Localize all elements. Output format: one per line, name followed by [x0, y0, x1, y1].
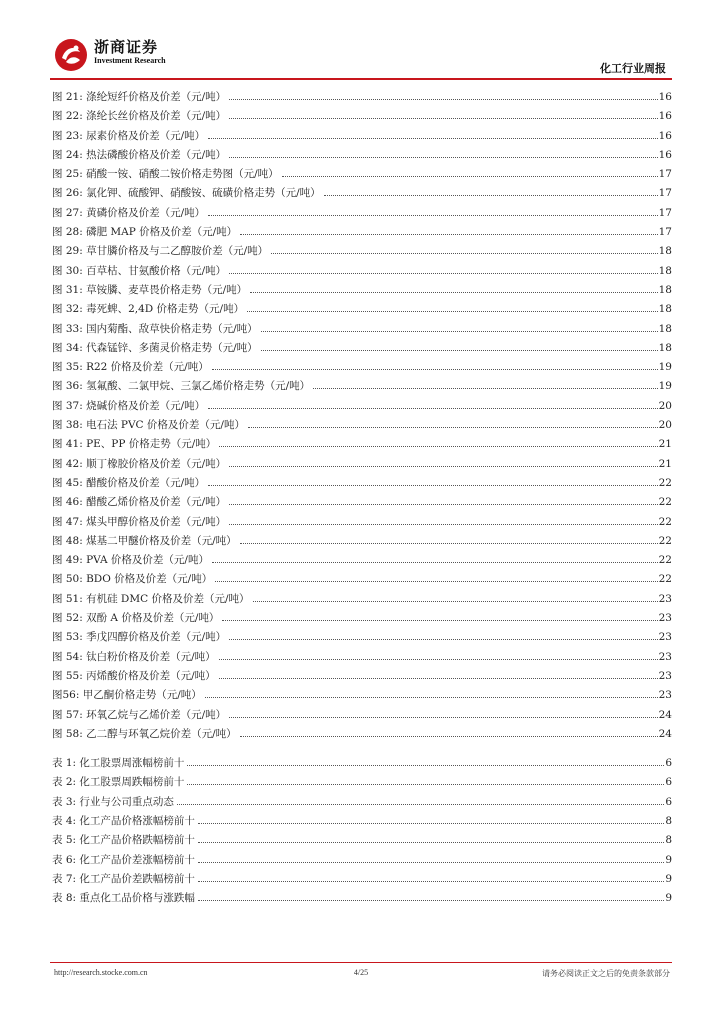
toc-entry-page: 9: [665, 892, 672, 905]
toc-entry-page: 8: [665, 814, 672, 827]
toc-figure-entry[interactable]: [52, 89, 672, 108]
toc-figure-entry[interactable]: [52, 378, 672, 397]
dot-leader: [219, 446, 657, 447]
toc-entry-page: 18: [658, 264, 672, 277]
dot-leader: [247, 311, 658, 312]
toc-entry-label: 图 35: R22 价格及价差（元/吨）: [52, 361, 209, 374]
toc-entry-page: 21: [658, 457, 672, 470]
toc-entry-page: 18: [658, 322, 672, 335]
dot-leader: [229, 118, 658, 119]
toc-figure-entry[interactable]: [52, 591, 672, 610]
dot-leader: [229, 717, 658, 718]
toc-entry-page: 6: [665, 776, 672, 789]
toc-entry-page: 22: [658, 496, 672, 509]
toc-entry-page: 24: [658, 708, 672, 721]
dot-leader: [229, 157, 658, 158]
dot-leader: [205, 697, 658, 698]
dot-leader: [240, 543, 658, 544]
footer-divider: [50, 962, 672, 963]
dot-leader: [212, 562, 658, 563]
toc-figure-entry[interactable]: [52, 456, 672, 475]
toc-entry-page: 23: [658, 631, 672, 644]
dot-leader: [208, 485, 658, 486]
toc-entry-page: 22: [658, 515, 672, 528]
toc-entry-label: 图 28: 磷肥 MAP 价格及价差（元/吨）: [52, 226, 238, 239]
toc-figure-entry[interactable]: [52, 436, 672, 455]
dot-leader: [313, 388, 658, 389]
toc-figure-entry[interactable]: [52, 359, 672, 378]
footer-url[interactable]: http://research.stocke.com.cn: [54, 968, 148, 977]
toc-entry-label: 图 36: 氢氟酸、二氯甲烷、三氯乙烯价格走势（元/吨）: [52, 380, 311, 393]
page-number: 4/25: [353, 968, 369, 977]
dot-leader: [229, 99, 658, 100]
toc-entry-page: 19: [658, 361, 672, 374]
toc-figure-entry[interactable]: [52, 263, 672, 282]
toc-figure-entry[interactable]: [52, 243, 672, 262]
toc-entry-label: 图56: 甲乙酮价格走势（元/吨）: [52, 689, 202, 702]
toc-entry-label: 图 52: 双酚 A 价格及价差（元/吨）: [52, 612, 220, 625]
toc-entry-label: 图 46: 醋酸乙烯价格及价差（元/吨）: [52, 496, 227, 509]
dot-leader: [198, 842, 664, 843]
toc-entry-label: 图 30: 百草枯、甘氨酸价格（元/吨）: [52, 264, 227, 277]
toc-entry-page: 20: [658, 399, 672, 412]
dot-leader: [261, 331, 658, 332]
toc-table-entry[interactable]: [52, 794, 672, 813]
toc-entry-page: 23: [658, 669, 672, 682]
dot-leader: [229, 466, 658, 467]
dot-leader: [240, 234, 657, 235]
toc-figure-entry[interactable]: [52, 417, 672, 436]
toc-entry-page: 18: [658, 341, 672, 354]
toc-entry-label: 图 42: 顺丁橡胶价格及价差（元/吨）: [52, 457, 227, 470]
toc-figure-entry[interactable]: [52, 147, 672, 166]
toc-entry-label: 表 1: 化工股票周涨幅榜前十: [52, 757, 185, 770]
toc-entry-page: 23: [658, 650, 672, 663]
toc-entry-label: 图 29: 草甘膦价格及与二乙醇胺价差（元/吨）: [52, 245, 269, 258]
toc-entry-label: 图 23: 尿素价格及价差（元/吨）: [52, 129, 206, 142]
toc-entry-label: 图 58: 乙二醇与环氧乙烷价差（元/吨）: [52, 727, 237, 740]
toc-figure-entry[interactable]: [52, 128, 672, 147]
toc-entry-label: 图 38: 电石法 PVC 价格及价差（元/吨）: [52, 419, 245, 432]
dot-leader: [219, 659, 658, 660]
toc-figure-entry[interactable]: [52, 610, 672, 629]
toc-figure-entry[interactable]: [52, 301, 672, 320]
toc-entry-label: 图 50: BDO 价格及价差（元/吨）: [52, 573, 213, 586]
toc-entry-label: 图 22: 涤纶长丝价格及价差（元/吨）: [52, 110, 227, 123]
toc-figure-entry[interactable]: [52, 205, 672, 224]
dot-leader: [324, 195, 658, 196]
toc-entry-label: 图 27: 黄磷价格及价差（元/吨）: [52, 206, 206, 219]
toc-entry-label: 图 47: 煤头甲醇价格及价差（元/吨）: [52, 515, 227, 528]
toc-entry-page: 18: [658, 303, 672, 316]
brand-name-en: Investment Research: [94, 56, 166, 65]
toc-entry-label: 表 8: 重点化工品价格与涨跌幅: [52, 892, 195, 905]
dot-leader: [219, 678, 658, 679]
dot-leader: [240, 736, 658, 737]
toc-entry-page: 16: [658, 148, 672, 161]
dot-leader: [208, 215, 658, 216]
dot-leader: [177, 804, 664, 805]
toc-figure-entry[interactable]: [52, 571, 672, 590]
dot-leader: [187, 765, 664, 766]
table-list: [52, 755, 672, 909]
toc-entry-page: 8: [665, 834, 672, 847]
toc-table-entry[interactable]: [52, 755, 672, 774]
toc-entry-page: 22: [658, 476, 672, 489]
toc-entry-label: 表 6: 化工产品价差涨幅榜前十: [52, 853, 195, 866]
toc-entry-page: 6: [665, 757, 672, 770]
dot-leader: [282, 176, 658, 177]
report-title: 化工行业周报: [600, 62, 666, 75]
toc-entry-label: 图 45: 醋酸价格及价差（元/吨）: [52, 476, 206, 489]
toc-entry-label: 图 24: 热法磷酸价格及价差（元/吨）: [52, 148, 227, 161]
toc-figure-entry[interactable]: [52, 340, 672, 359]
dot-leader: [215, 581, 657, 582]
toc-entry-label: 图 34: 代森锰锌、多菌灵价格走势（元/吨）: [52, 341, 258, 354]
toc-figure-entry[interactable]: [52, 398, 672, 417]
dot-leader: [261, 350, 658, 351]
toc-entry-page: 21: [658, 438, 672, 451]
toc-entry-page: 6: [665, 795, 672, 808]
toc-entry-page: 23: [658, 689, 672, 702]
toc-figure-entry[interactable]: [52, 108, 672, 127]
dot-leader: [208, 408, 658, 409]
toc-table-entry[interactable]: [52, 852, 672, 871]
header-divider: [50, 78, 672, 80]
dot-leader: [208, 138, 658, 139]
toc-entry-label: 图 41: PE、PP 价格走势（元/吨）: [52, 438, 217, 451]
toc-figure-entry[interactable]: [52, 321, 672, 340]
toc-table-entry[interactable]: [52, 832, 672, 851]
dot-leader: [250, 292, 658, 293]
toc-figure-entry[interactable]: [52, 687, 672, 706]
toc-entry-label: 图 54: 钛白粉价格及价差（元/吨）: [52, 650, 216, 663]
toc-entry-label: 图 53: 季戊四醇价格及价差（元/吨）: [52, 631, 227, 644]
dot-leader: [222, 620, 657, 621]
toc-entry-page: 23: [658, 592, 672, 605]
toc-figure-entry[interactable]: [52, 629, 672, 648]
toc-entry-page: 18: [658, 283, 672, 296]
toc-entry-label: 表 5: 化工产品价格跌幅榜前十: [52, 834, 195, 847]
toc-figure-entry[interactable]: [52, 282, 672, 301]
toc-entry-label: 表 4: 化工产品价格涨幅榜前十: [52, 814, 195, 827]
toc-entry-label: 图 51: 有机硅 DMC 价格及价差（元/吨）: [52, 592, 250, 605]
toc-figure-entry[interactable]: [52, 668, 672, 687]
toc-entry-page: 16: [658, 91, 672, 103]
toc-figure-entry[interactable]: [52, 533, 672, 552]
brand-name-cn: 浙商证券: [94, 38, 159, 56]
toc-figure-entry[interactable]: [52, 224, 672, 243]
dot-leader: [229, 273, 658, 274]
toc-entry-page: 22: [658, 573, 672, 586]
dot-leader: [229, 639, 658, 640]
dot-leader: [248, 427, 658, 428]
toc-entry-label: 图 32: 毒死蜱、2,4D 价格走势（元/吨）: [52, 303, 245, 316]
toc-entry-label: 图 21: 涤纶短纤价格及价差（元/吨）: [52, 91, 227, 103]
toc-entry-label: 图 31: 草铵膦、麦草畏价格走势（元/吨）: [52, 283, 248, 296]
toc-figure-entry[interactable]: [52, 552, 672, 571]
toc-figure-entry[interactable]: [52, 514, 672, 533]
toc-entry-label: 图 37: 烧碱价格及价差（元/吨）: [52, 399, 206, 412]
toc-entry-page: 17: [658, 187, 672, 200]
dot-leader: [198, 862, 664, 863]
toc-entry-page: 17: [658, 206, 672, 219]
figure-list: [52, 89, 672, 745]
toc-table-entry[interactable]: [52, 813, 672, 832]
dot-leader: [198, 900, 664, 901]
section-gap: [52, 745, 672, 755]
footer-disclaimer: 请务必阅读正文之后的免责条款部分: [542, 969, 670, 978]
toc-entry-label: 图 49: PVA 价格及价差（元/吨）: [52, 554, 209, 567]
toc-entry-page: 22: [658, 554, 672, 567]
toc-figure-entry[interactable]: [52, 166, 672, 185]
toc-figure-entry[interactable]: [52, 707, 672, 726]
toc-figure-entry[interactable]: [52, 726, 672, 745]
toc-table-entry[interactable]: [52, 871, 672, 890]
toc-entry-page: 23: [658, 612, 672, 625]
toc-entry-page: 19: [658, 380, 672, 393]
toc-entry-page: 17: [658, 168, 672, 181]
toc-entry-label: 图 33: 国内菊酯、敌草快价格走势（元/吨）: [52, 322, 258, 335]
toc-figure-entry[interactable]: [52, 494, 672, 513]
toc-entry-page: 17: [658, 226, 672, 239]
toc-entry-page: 22: [658, 534, 672, 547]
dot-leader: [229, 504, 658, 505]
dot-leader: [271, 253, 658, 254]
dot-leader: [253, 601, 658, 602]
dot-leader: [198, 823, 664, 824]
brand-logo-icon: [54, 38, 88, 72]
toc-entry-page: 16: [658, 110, 672, 123]
toc-entry-label: 表 3: 行业与公司重点动态: [52, 795, 174, 808]
toc-entry-page: 9: [665, 853, 672, 866]
toc-entry-label: 表 7: 化工产品价差跌幅榜前十: [52, 872, 195, 885]
toc-table-entry[interactable]: [52, 890, 672, 909]
table-of-contents: [52, 89, 672, 909]
page-header: [50, 36, 672, 78]
toc-entry-page: 18: [658, 245, 672, 258]
toc-entry-page: 20: [658, 419, 672, 432]
toc-entry-page: 9: [665, 872, 672, 885]
toc-table-entry[interactable]: [52, 774, 672, 793]
toc-entry-label: 表 2: 化工股票周跌幅榜前十: [52, 776, 185, 789]
toc-entry-label: 图 26: 氯化钾、硫酸钾、硝酸铵、硫磺价格走势（元/吨）: [52, 187, 321, 200]
toc-entry-label: 图 55: 丙烯酸价格及价差（元/吨）: [52, 669, 216, 682]
toc-entry-page: 16: [658, 129, 672, 142]
toc-entry-label: 图 57: 环氧乙烷与乙烯价差（元/吨）: [52, 708, 227, 721]
toc-entry-label: 图 48: 煤基二甲醚价格及价差（元/吨）: [52, 534, 237, 547]
toc-figure-entry[interactable]: [52, 475, 672, 494]
toc-entry-page: 24: [658, 727, 672, 740]
toc-entry-label: 图 25: 硝酸一铵、硝酸二铵价格走势图（元/吨）: [52, 168, 279, 181]
dot-leader: [198, 881, 664, 882]
toc-figure-entry[interactable]: [52, 649, 672, 668]
dot-leader: [229, 524, 658, 525]
dot-leader: [187, 784, 664, 785]
dot-leader: [212, 369, 658, 370]
toc-figure-entry[interactable]: [52, 185, 672, 204]
